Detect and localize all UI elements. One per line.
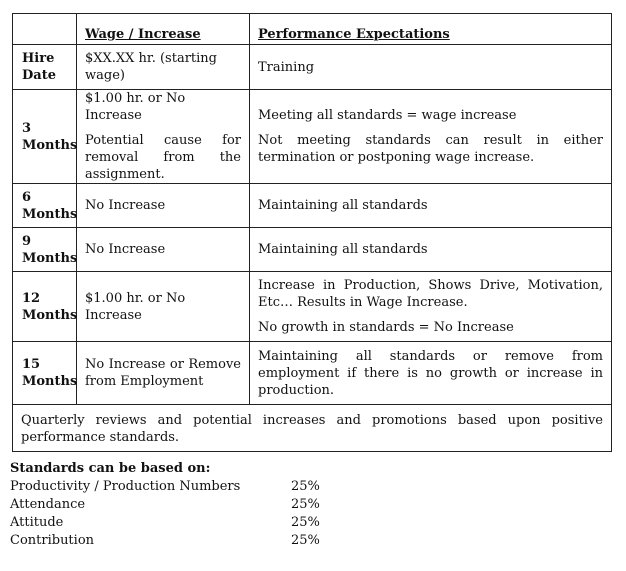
wage-cell — [77, 90, 250, 184]
wage-cell — [77, 272, 250, 342]
row-label-line: 3 — [22, 120, 32, 136]
list-item — [10, 514, 370, 532]
performance-cell — [250, 272, 612, 342]
row-label — [13, 342, 77, 405]
wage-schedule-table — [12, 13, 612, 452]
wage-cell — [77, 184, 250, 228]
list-item — [10, 532, 370, 550]
table-row — [13, 45, 612, 90]
performance-cell — [250, 45, 612, 90]
footer-text: Quarterly reviews and potential increases and promotions based upon positive performance standards. — [21, 413, 603, 445]
table-row — [13, 342, 612, 405]
wage-text: $XX.XX hr. (starting wage) — [85, 51, 217, 83]
standards-heading: Standards can be based on: — [10, 461, 211, 476]
standard-name: Productivity / Production Numbers — [10, 479, 241, 494]
table-header-row — [13, 14, 612, 45]
wage-text: No Increase — [85, 198, 166, 213]
row-label — [13, 228, 77, 272]
performance-text: Maintaining all standards or remove from employment if there is no growth or increase in production. — [258, 348, 603, 398]
wage-text: No Increase — [85, 242, 166, 257]
wage-text: $1.00 hr. or No Increase — [85, 91, 186, 123]
list-item — [10, 478, 370, 496]
table-row — [13, 228, 612, 272]
wage-cell — [77, 45, 250, 90]
row-label — [13, 45, 77, 90]
row-label — [13, 184, 77, 228]
table-footer-row — [13, 405, 612, 452]
row-label-line: 9 — [22, 233, 32, 249]
row-label-line: 6 — [22, 189, 32, 205]
performance-cell — [250, 342, 612, 405]
header-performance: Performance Expectations — [250, 14, 612, 45]
table-row — [13, 272, 612, 342]
standard-weight: 25% — [291, 515, 320, 530]
performance-cell — [250, 184, 612, 228]
row-label-line: Months — [22, 137, 78, 153]
wage-cell — [77, 342, 250, 405]
wage-cell — [77, 228, 250, 272]
standards-section — [10, 460, 370, 550]
wage-text: No Increase or Remove from Employment — [85, 357, 241, 389]
header-label-cell — [13, 14, 77, 45]
performance-text: Maintaining all standards — [258, 198, 428, 213]
performance-text: Maintaining all standards — [258, 242, 428, 257]
performance-cell — [250, 90, 612, 184]
performance-text: Training — [258, 59, 315, 75]
row-label-line: Months — [22, 206, 78, 222]
row-label-line: Date — [22, 68, 56, 83]
performance-text: Not meeting standards can result in either termination or postponing wage increase. — [258, 133, 603, 165]
table-row — [13, 90, 612, 184]
standard-name: Contribution — [10, 533, 95, 548]
footer-cell — [13, 405, 612, 452]
performance-text: Increase in Production, Shows Drive, Motivation, Etc… Results in Wage Increase. — [258, 278, 603, 310]
wage-text: $1.00 hr. or No Increase — [85, 290, 186, 323]
performance-text: No growth in standards = No Increase — [258, 320, 514, 335]
standard-name: Attitude — [10, 515, 64, 530]
standard-weight: 25% — [291, 497, 320, 512]
row-label-line: Hire — [22, 51, 55, 66]
wage-text: Potential cause for removal from the assignment. — [85, 133, 241, 182]
row-label — [13, 90, 77, 184]
row-label-line: Months — [22, 250, 78, 266]
row-label-line: Months — [22, 374, 78, 389]
row-label-line: Months — [22, 307, 78, 323]
table-row — [13, 184, 612, 228]
standard-name: Attendance — [10, 497, 86, 512]
performance-cell — [250, 228, 612, 272]
row-label — [13, 272, 77, 342]
row-label-line: 15 — [22, 357, 41, 372]
performance-text: Meeting all standards = wage increase — [258, 108, 517, 123]
row-label-line: 12 — [22, 290, 41, 306]
standard-weight: 25% — [291, 533, 320, 548]
header-wage: Wage / Increase — [77, 14, 250, 45]
standard-weight: 25% — [291, 479, 320, 494]
list-item — [10, 496, 370, 514]
